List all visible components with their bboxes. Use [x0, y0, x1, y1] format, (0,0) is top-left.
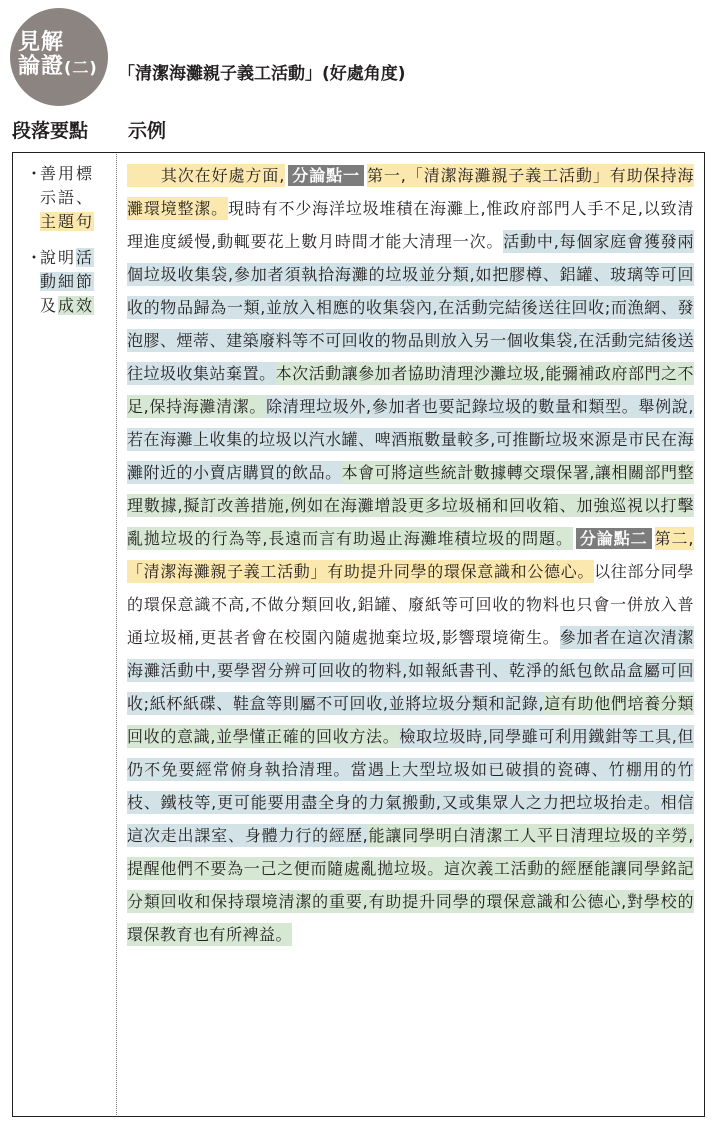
example-sentence: 這次義工活動的經歷能讓同學銘記分類回收和保持環境清潔的重要,有助提升同學的環保意識和公德心,對學校的環保教育也有所裨益。 — [127, 859, 694, 944]
point-text — [40, 246, 110, 318]
example-sentence: 第一,「清潔海灘親子義工活動」有助保持海灘環境整潔。 — [127, 166, 694, 218]
point-text-part: 主題句 — [40, 212, 95, 231]
example-sentence: 活動中,每個家庭會獲發兩個垃圾收集袋,參加者須執拾海灘的垃圾並分類,如把膠樽、鋁罐、玻璃等可回收的物品歸為一類,並放入相應的收集袋內,在活動完結後送往回收;而漁網、發泡膠、煙蒂、建築廢料等不可回收的物品則放入另一個收集袋,在活動完結後送往垃圾收集站棄置。 — [127, 232, 694, 383]
example-sentence: 能讓同學明白清潔工人平日清理垃圾的辛勞,提醒他們不要為一己之便而隨處亂拋垃圾。 — [127, 826, 694, 878]
badge-label-sub: (二) — [64, 58, 98, 77]
example-sentence: 其次在好處方面, — [127, 166, 285, 185]
point-text-part: 善用標示語、 — [40, 164, 95, 207]
badge-label-top: 見解 — [18, 30, 65, 55]
example-sentence: 以往部分同學的環保意識不高,不做分類回收,鋁罐、廢紙等可回收的物料也只會一併放入普通垃圾桶,更甚者會在校園內隨處拋棄垃圾,影響環境衛生。 — [127, 562, 694, 647]
example-sentence: 本會可將這些統計數據轉交環保署,讓相關部門整理數據,擬訂改善措施,例如在海灘增設更多垃圾桶和回收箱、加強巡視以打擊亂拋垃圾的行為等,長遠而言有助遏止海灘堆積垃圾的問題。 — [127, 463, 694, 548]
badge-label-bottom — [18, 55, 98, 80]
point-text-part: 及 — [40, 296, 59, 315]
example-paragraph — [127, 159, 694, 951]
badge-label-main: 論證 — [18, 54, 65, 79]
example-sentence: 現時有不少海洋垃圾堆積在海灘上,惟政府部門人手不足,以致清理進度緩慢,動輒要花上數月時間才能大清理一次。 — [127, 199, 694, 251]
example-sentence: 本次活動讓參加者協助清理沙灘垃圾,能彌補政府部門之不足,保持海灘清潔。 — [127, 364, 694, 416]
column-header-points: 段落要點 — [12, 120, 89, 142]
point-text-part: 成效 — [58, 296, 95, 315]
column-divider — [116, 154, 117, 1115]
paragraph-points-list — [26, 162, 110, 330]
example-sentence: 檢取垃圾時,同學雖可利用鐵鉗等工具,但仍不免要經常俯身執拾清理。當遇上大型垃圾如已破損的瓷磚、竹棚用的竹枝、鐵枝等,更可能要用盡全身的力氣搬動,又或集眾人之力把垃圾抬走。相信這次走出課室、身體力行的經歷, — [127, 727, 694, 845]
example-sentence: 除清理垃圾外,參加者也要記錄垃圾的數量和類型。舉例說,若在海灘上收集的垃圾以汽水罐、啤酒瓶數量較多,可推斷垃圾來源是市民在海灘附近的小賣店購買的飲品。 — [127, 397, 694, 482]
example-sentence: 參加者在這次清潔海灘活動中,要學習分辨可回收的物料,如報紙書刊、乾淨的紙包飲品盒屬可回收;紙杯紙碟、鞋盒等則屬不可回收,並將垃圾分類和記錄, — [127, 628, 694, 713]
bullet-marker: ・ — [26, 164, 45, 183]
point-item — [26, 246, 110, 318]
point-item — [26, 162, 110, 234]
point-text — [40, 162, 110, 234]
page-title: 「清潔海灘親子義工活動」(好處角度) — [118, 64, 406, 84]
example-sentence: 第二,「清潔海灘親子義工活動」有助提升同學的環保意識和公德心。 — [127, 529, 694, 581]
bullet-marker: ・ — [26, 248, 45, 267]
argument-tag: 分論點二 — [576, 528, 652, 549]
argument-tag: 分論點一 — [288, 165, 364, 186]
example-sentence: 這有助他們培養分類回收的意識,並學懂正確的回收方法。 — [127, 694, 694, 746]
point-text-part: 活動細節 — [40, 248, 95, 291]
column-header-example: 示例 — [128, 120, 167, 142]
point-text-part: 說明 — [40, 248, 77, 267]
